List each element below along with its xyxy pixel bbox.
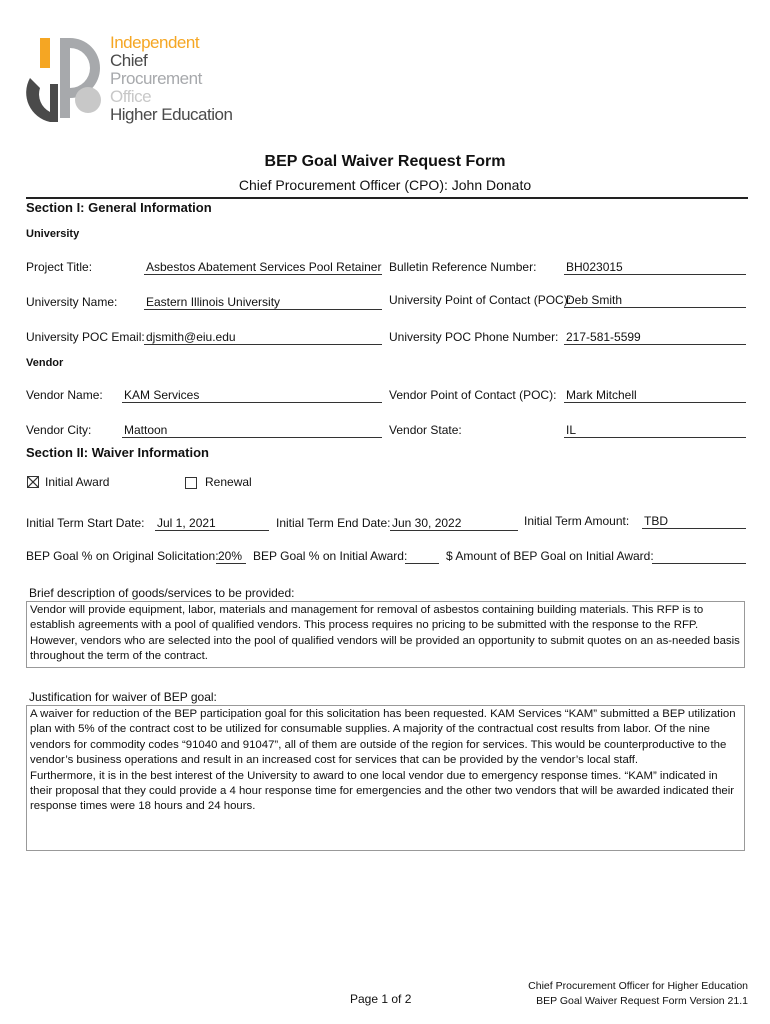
initial-award-checkbox[interactable] [27,476,39,488]
initial-award-label: Initial Award [45,475,110,489]
logo-line-procurement: Procurement [110,69,202,88]
checkmark-x-icon [28,477,38,487]
vendor-city-field[interactable]: Mattoon [122,423,382,438]
project-title-field[interactable]: Asbestos Abatement Services Pool Retainer [146,260,382,274]
university-heading: University [26,228,80,240]
vendor-poc-field[interactable]: Mark Mitchell [564,388,746,403]
bulletin-field[interactable]: BH023015 [564,260,746,275]
footer-version: BEP Goal Waiver Request Form Version 21.1 [536,995,748,1007]
logo-line-independent: Independent [110,33,200,52]
start-date-label: Initial Term Start Date: [26,516,145,530]
description-textbox[interactable]: Vendor will provide equipment, labor, materials and management for removal of asbestos containing building materials. This RFP is to establish agreements with a pool of qualified vendors. This process requires no pricing to be submitted with the response to the RFP. However, vendors who are selected into the pool of qualified vendors will be provided an opportunity to submit quotes on an as-needed basis throughout the term of the contract. [26,601,745,668]
vendor-name-label: Vendor Name: [26,388,103,402]
university-name-field[interactable]: Eastern Illinois University [144,295,382,310]
term-amount-label: Initial Term Amount: [524,514,630,528]
form-subtitle: Chief Procurement Officer (CPO): John Donato [238,177,532,193]
justification-paragraph-2: Furthermore, it is in the best interest of the University to award to one local vendor due to emergency response times. “KAM” indicated in their proposal that they could provide a 4 hour response time for emergencies and the other two vendors that will be awarded indicated their response times were 18 hours and 24 hours. [30,769,735,813]
form-title: BEP Goal Waiver Request Form [264,153,506,170]
logo-line-higher-education: Higher Education [110,105,233,124]
end-date-field[interactable]: Jun 30, 2022 [390,516,518,531]
section1-rule [26,197,748,199]
logo-line-chief: Chief [110,51,148,70]
vendor-state-label: Vendor State: [389,423,462,437]
vendor-poc-label: Vendor Point of Contact (POC): [389,388,557,402]
project-title-label: Project Title: [26,260,93,274]
goal-original-field[interactable]: 20% [216,549,246,564]
justification-textbox[interactable] [26,705,745,851]
page-number: Page 1 of 2 [350,992,412,1006]
university-phone-label: University POC Phone Number: [389,330,559,344]
goal-initial-label: BEP Goal % on Initial Award: [253,549,408,563]
university-name-label: University Name: [26,295,118,309]
justification-paragraph-1: A waiver for reduction of the BEP participation goal for this solicitation has been requested. KAM Services “KAM” submitted a BEP utilization plan with 5% of the contract cost to be utilized for consumable supplies. A majority of the contractual cost results from labor. Of the nine vendors for commodity codes “91040 and 91047”, all of them are outside of the region for services. This would be counterproductive to the vendor’s business operations and result in an increased cost for services that can be provided by the vendor’s local staff. [30,708,736,767]
university-poc-field[interactable]: Deb Smith [564,293,746,308]
term-amount-field[interactable]: TBD [642,514,746,529]
university-email-label: University POC Email: [26,330,145,344]
logo [22,34,252,126]
justification-label: Justification for waiver of BEP goal: [29,690,217,704]
vendor-heading: Vendor [26,357,64,369]
university-email-field[interactable]: djsmith@eiu.edu [144,330,382,345]
logo-line-office: Office [110,87,152,106]
university-poc-label: University Point of Contact (POC): [389,293,572,307]
description-label: Brief description of goods/services to be provided: [29,586,295,600]
logo-mark-icon [22,34,107,126]
start-date-field[interactable]: Jul 1, 2021 [155,516,269,531]
goal-original-label: BEP Goal % on Original Solicitation: [26,549,219,563]
end-date-label: Initial Term End Date: [276,516,391,530]
footer-org: Chief Procurement Officer for Higher Education [528,980,748,992]
renewal-label: Renewal [205,475,252,489]
goal-amount-field[interactable] [652,549,746,564]
vendor-city-label: Vendor City: [26,423,92,437]
goal-initial-field[interactable] [405,549,439,564]
bulletin-label: Bulletin Reference Number: [389,260,537,274]
renewal-checkbox[interactable] [185,477,197,489]
vendor-name-field[interactable]: KAM Services [122,388,382,403]
university-phone-field[interactable]: 217-581-5599 [564,330,746,345]
vendor-state-field[interactable]: IL [564,423,746,438]
section2-heading: Section II: Waiver Information [26,445,209,460]
goal-amount-label: $ Amount of BEP Goal on Initial Award: [446,549,654,563]
section1-heading: Section I: General Information [26,200,212,215]
